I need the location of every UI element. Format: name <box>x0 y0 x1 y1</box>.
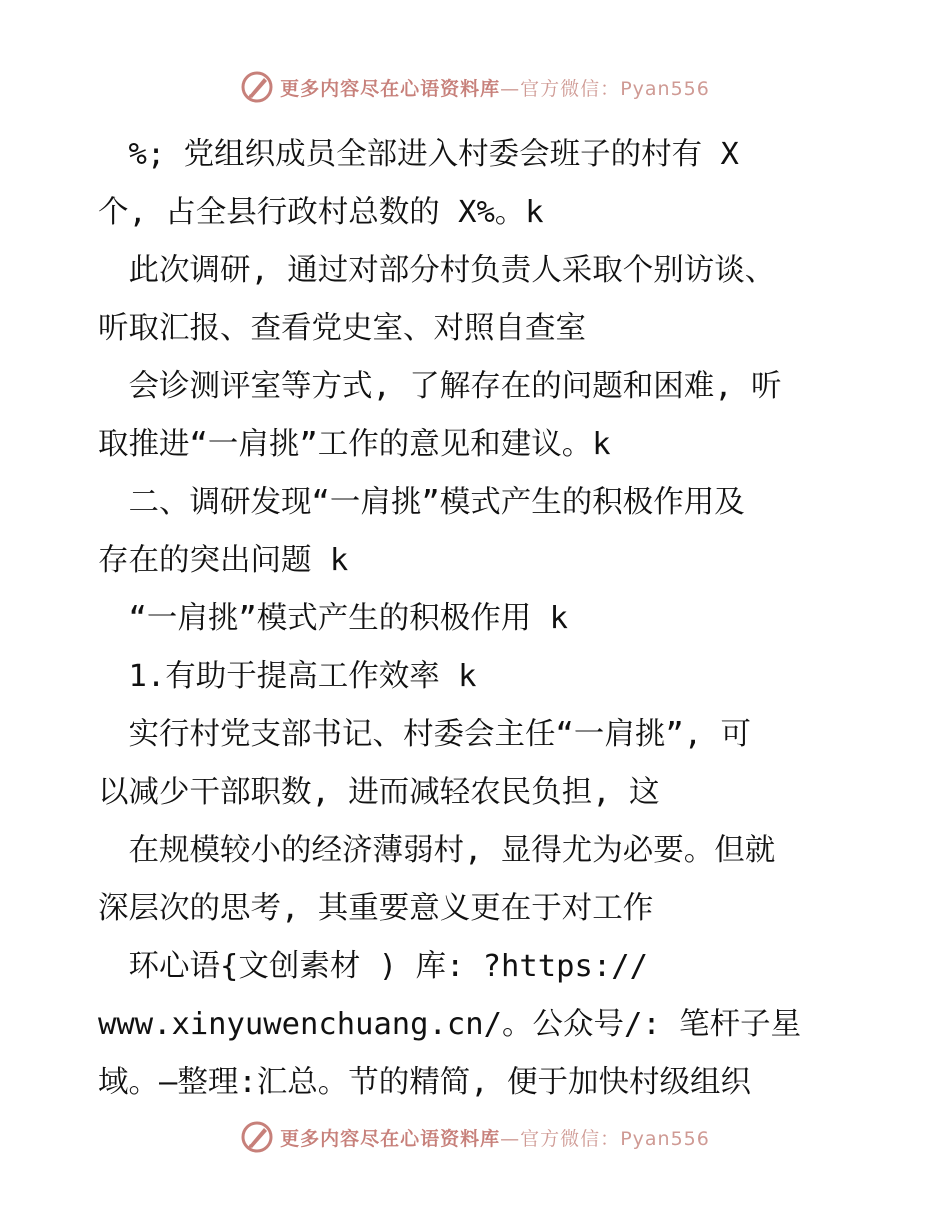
text-line: 以减少干部职数, 进而减轻农民负担, 这 <box>98 775 660 810</box>
text-line: 会诊测评室等方式, 了解存在的问题和困难, 听 <box>98 369 782 404</box>
footer-watermark <box>0 1120 950 1154</box>
text-line: 实行村党支部书记、村委会主任“一肩挑”, 可 <box>98 717 751 752</box>
watermark-wechat-id: Pyan556 <box>620 1127 710 1150</box>
text-line: 1.有助于提高工作效率 k <box>98 659 477 694</box>
watermark-main-text: 更多内容尽在心语资料库 <box>280 1127 501 1150</box>
text-line: 深层次的思考, 其重要意义更在于对工作 <box>98 891 654 926</box>
quill-pen-circle-icon <box>240 70 274 104</box>
watermark-main-text: 更多内容尽在心语资料库 <box>280 77 501 100</box>
text-line: 存在的突出问题 k <box>98 543 349 578</box>
document-body <box>98 126 858 1112</box>
text-line: 二、调研发现“一肩挑”模式产生的积极作用及 <box>98 485 745 520</box>
text-line: 取推进“一肩挑”工作的意见和建议。k <box>98 427 611 462</box>
watermark-separator: — <box>500 1127 521 1150</box>
text-line: 此次调研, 通过对部分村负责人采取个别访谈、 <box>98 253 776 288</box>
text-line: 在规模较小的经济薄弱村, 显得尤为必要。但就 <box>98 833 776 868</box>
watermark-separator: — <box>500 77 521 100</box>
quill-pen-circle-icon <box>240 1120 274 1154</box>
watermark-wechat-id: Pyan556 <box>620 77 710 100</box>
text-line: “一肩挑”模式产生的积极作用 k <box>98 601 568 636</box>
text-line: 域。—整理:汇总。节的精简, 便于加快村级组织 <box>98 1065 751 1100</box>
text-line: 听取汇报、查看党史室、对照自查室 <box>98 311 586 346</box>
text-line: 环心语{文创素材 ) 库: ?https:// <box>98 949 648 984</box>
watermark-wechat-label: 官方微信： <box>520 77 621 100</box>
header-watermark <box>0 70 950 104</box>
text-line: %; 党组织成员全部进入村委会班子的村有 X <box>98 137 739 172</box>
text-line: www.xinyuwenchuang.cn/。公众号/: 笔杆子星 <box>98 1007 802 1042</box>
text-line: 个, 占全县行政村总数的 X%。k <box>98 195 544 230</box>
watermark-wechat-label: 官方微信： <box>520 1127 621 1150</box>
